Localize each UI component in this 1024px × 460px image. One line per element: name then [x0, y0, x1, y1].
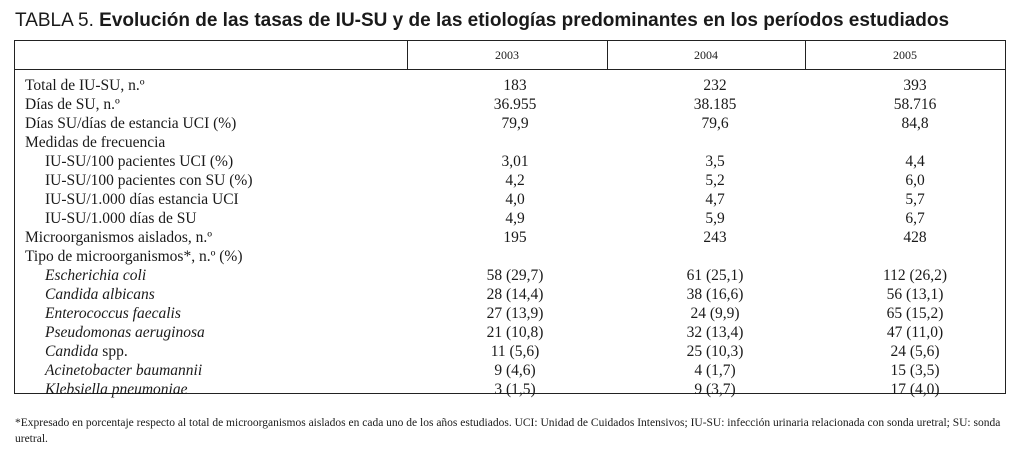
table-row-acinetobacter-baumannii — [15, 361, 1005, 380]
table-row-iu-su-1000-dias-su — [15, 209, 1005, 228]
row-label: Escherichia coli — [45, 267, 147, 284]
row-label-suffix: spp. — [98, 343, 128, 360]
table-body — [15, 76, 1005, 399]
cell-2005: 65 (15,2) — [886, 305, 944, 322]
table-row-tipo-microorganismos — [15, 247, 1005, 266]
cell-2003: 21 (10,8) — [486, 324, 544, 341]
data-table — [14, 40, 1006, 398]
row-label: Días SU/días de estancia UCI (%) — [25, 115, 237, 132]
cell-2005: 47 (11,0) — [886, 324, 944, 341]
cell-2005: 17 (4,0) — [890, 381, 940, 398]
table-caption — [15, 10, 949, 32]
table-row-iu-su-1000-dias-uci — [15, 190, 1005, 209]
cell-2005: 84,8 — [901, 115, 929, 132]
cell-2004: 25 (10,3) — [686, 343, 744, 360]
cell-2004: 38 (16,6) — [686, 286, 744, 303]
cell-2003: 79,9 — [501, 115, 529, 132]
cell-2004: 38.185 — [693, 96, 737, 113]
table-number: TABLA 5. — [15, 10, 100, 31]
table-row-dias-su-estancia — [15, 114, 1005, 133]
cell-2005: 24 (5,6) — [890, 343, 940, 360]
table-row-enterococcus-faecalis — [15, 304, 1005, 323]
row-label: Pseudomonas aeruginosa — [45, 324, 205, 341]
cell-2003: 27 (13,9) — [486, 305, 544, 322]
table-row-candida-spp — [15, 342, 1005, 361]
cell-2003: 28 (14,4) — [486, 286, 544, 303]
cell-2003: 4,9 — [505, 210, 525, 227]
row-label: Enterococcus faecalis — [45, 305, 181, 322]
cell-2003: 9 (4,6) — [494, 362, 536, 379]
cell-2005: 393 — [903, 77, 927, 94]
row-label: IU-SU/1.000 días estancia UCI — [45, 191, 239, 208]
cell-2004: 5,9 — [705, 210, 725, 227]
row-label: Candida — [45, 343, 99, 360]
cell-2003: 4,2 — [505, 172, 525, 189]
row-label-group — [45, 342, 128, 361]
table-row-microorganismos-aislados — [15, 228, 1005, 247]
cell-2005: 4,4 — [905, 153, 925, 170]
cell-2005: 6,0 — [905, 172, 925, 189]
cell-2003: 195 — [503, 229, 527, 246]
cell-2005: 58.716 — [893, 96, 937, 113]
row-label: Candida albicans — [45, 286, 155, 303]
cell-2003: 3,01 — [501, 153, 529, 170]
table-row-iu-su-100-pac-uci — [15, 152, 1005, 171]
cell-2003: 4,0 — [505, 191, 525, 208]
row-label: Total de IU-SU, n.º — [25, 77, 145, 94]
cell-2004: 3,5 — [705, 153, 725, 170]
cell-2004: 243 — [703, 229, 727, 246]
cell-2005: 5,7 — [905, 191, 925, 208]
cell-2004: 61 (25,1) — [686, 267, 744, 284]
cell-2005: 15 (3,5) — [890, 362, 940, 379]
row-label: Acinetobacter baumannii — [45, 362, 203, 379]
cell-2004: 232 — [703, 77, 727, 94]
cell-2005: 428 — [903, 229, 927, 246]
cell-2004: 4 (1,7) — [694, 362, 736, 379]
cell-2004: 24 (9,9) — [690, 305, 740, 322]
cell-2003: 183 — [503, 77, 527, 94]
cell-2004: 9 (3,7) — [694, 381, 736, 398]
cell-2005: 112 (26,2) — [883, 267, 947, 284]
column-header-2004: 2004 — [694, 48, 718, 62]
table-row-medidas-frecuencia — [15, 133, 1005, 152]
table-header — [15, 41, 1005, 70]
column-header-2005: 2005 — [893, 48, 917, 62]
cell-2003: 58 (29,7) — [486, 267, 544, 284]
table-row-pseudomonas-aeruginosa — [15, 323, 1005, 342]
row-label: IU-SU/100 pacientes UCI (%) — [45, 153, 234, 170]
cell-2005: 6,7 — [905, 210, 925, 227]
cell-2003: 36.955 — [493, 96, 537, 113]
table-footnote: *Expresado en porcentaje respecto al total de microorganismos aislados en cada uno de los años estudiados. UCI: Unidad de Cuidados Intensivos; IU-SU: infección urinaria relacionada con sonda uretral; SU: sonda uretral. — [15, 417, 1001, 445]
table-title: Evolución de las tasas de IU-SU y de las etiologías predominantes en los períodos estudiados — [99, 10, 950, 31]
column-header-2003: 2003 — [495, 48, 519, 62]
cell-2003: 3 (1,5) — [494, 381, 536, 398]
table-row-candida-albicans — [15, 285, 1005, 304]
row-group-label: Medidas de frecuencia — [25, 134, 166, 151]
table-row-dias-su — [15, 95, 1005, 114]
cell-2004: 4,7 — [705, 191, 725, 208]
table-row-escherichia-coli — [15, 266, 1005, 285]
row-label: Microorganismos aislados, n.º — [25, 229, 213, 246]
table-row-klebsiella-pneumoniae — [15, 380, 1005, 399]
cell-2004: 79,6 — [701, 115, 729, 132]
row-label: IU-SU/1.000 días de SU — [45, 210, 197, 227]
cell-2005: 56 (13,1) — [886, 286, 944, 303]
cell-2004: 32 (13,4) — [686, 324, 744, 341]
cell-2004: 5,2 — [705, 172, 725, 189]
row-label: Klebsiella pneumoniae — [45, 381, 188, 398]
row-label: IU-SU/100 pacientes con SU (%) — [45, 172, 253, 189]
table-row-iu-su-100-pac-su — [15, 171, 1005, 190]
row-group-label: Tipo de microorganismos*, n.º (%) — [25, 248, 243, 265]
cell-2003: 11 (5,6) — [490, 343, 540, 360]
table-row-total-iu-su — [15, 76, 1005, 95]
row-label: Días de SU, n.º — [25, 96, 120, 113]
